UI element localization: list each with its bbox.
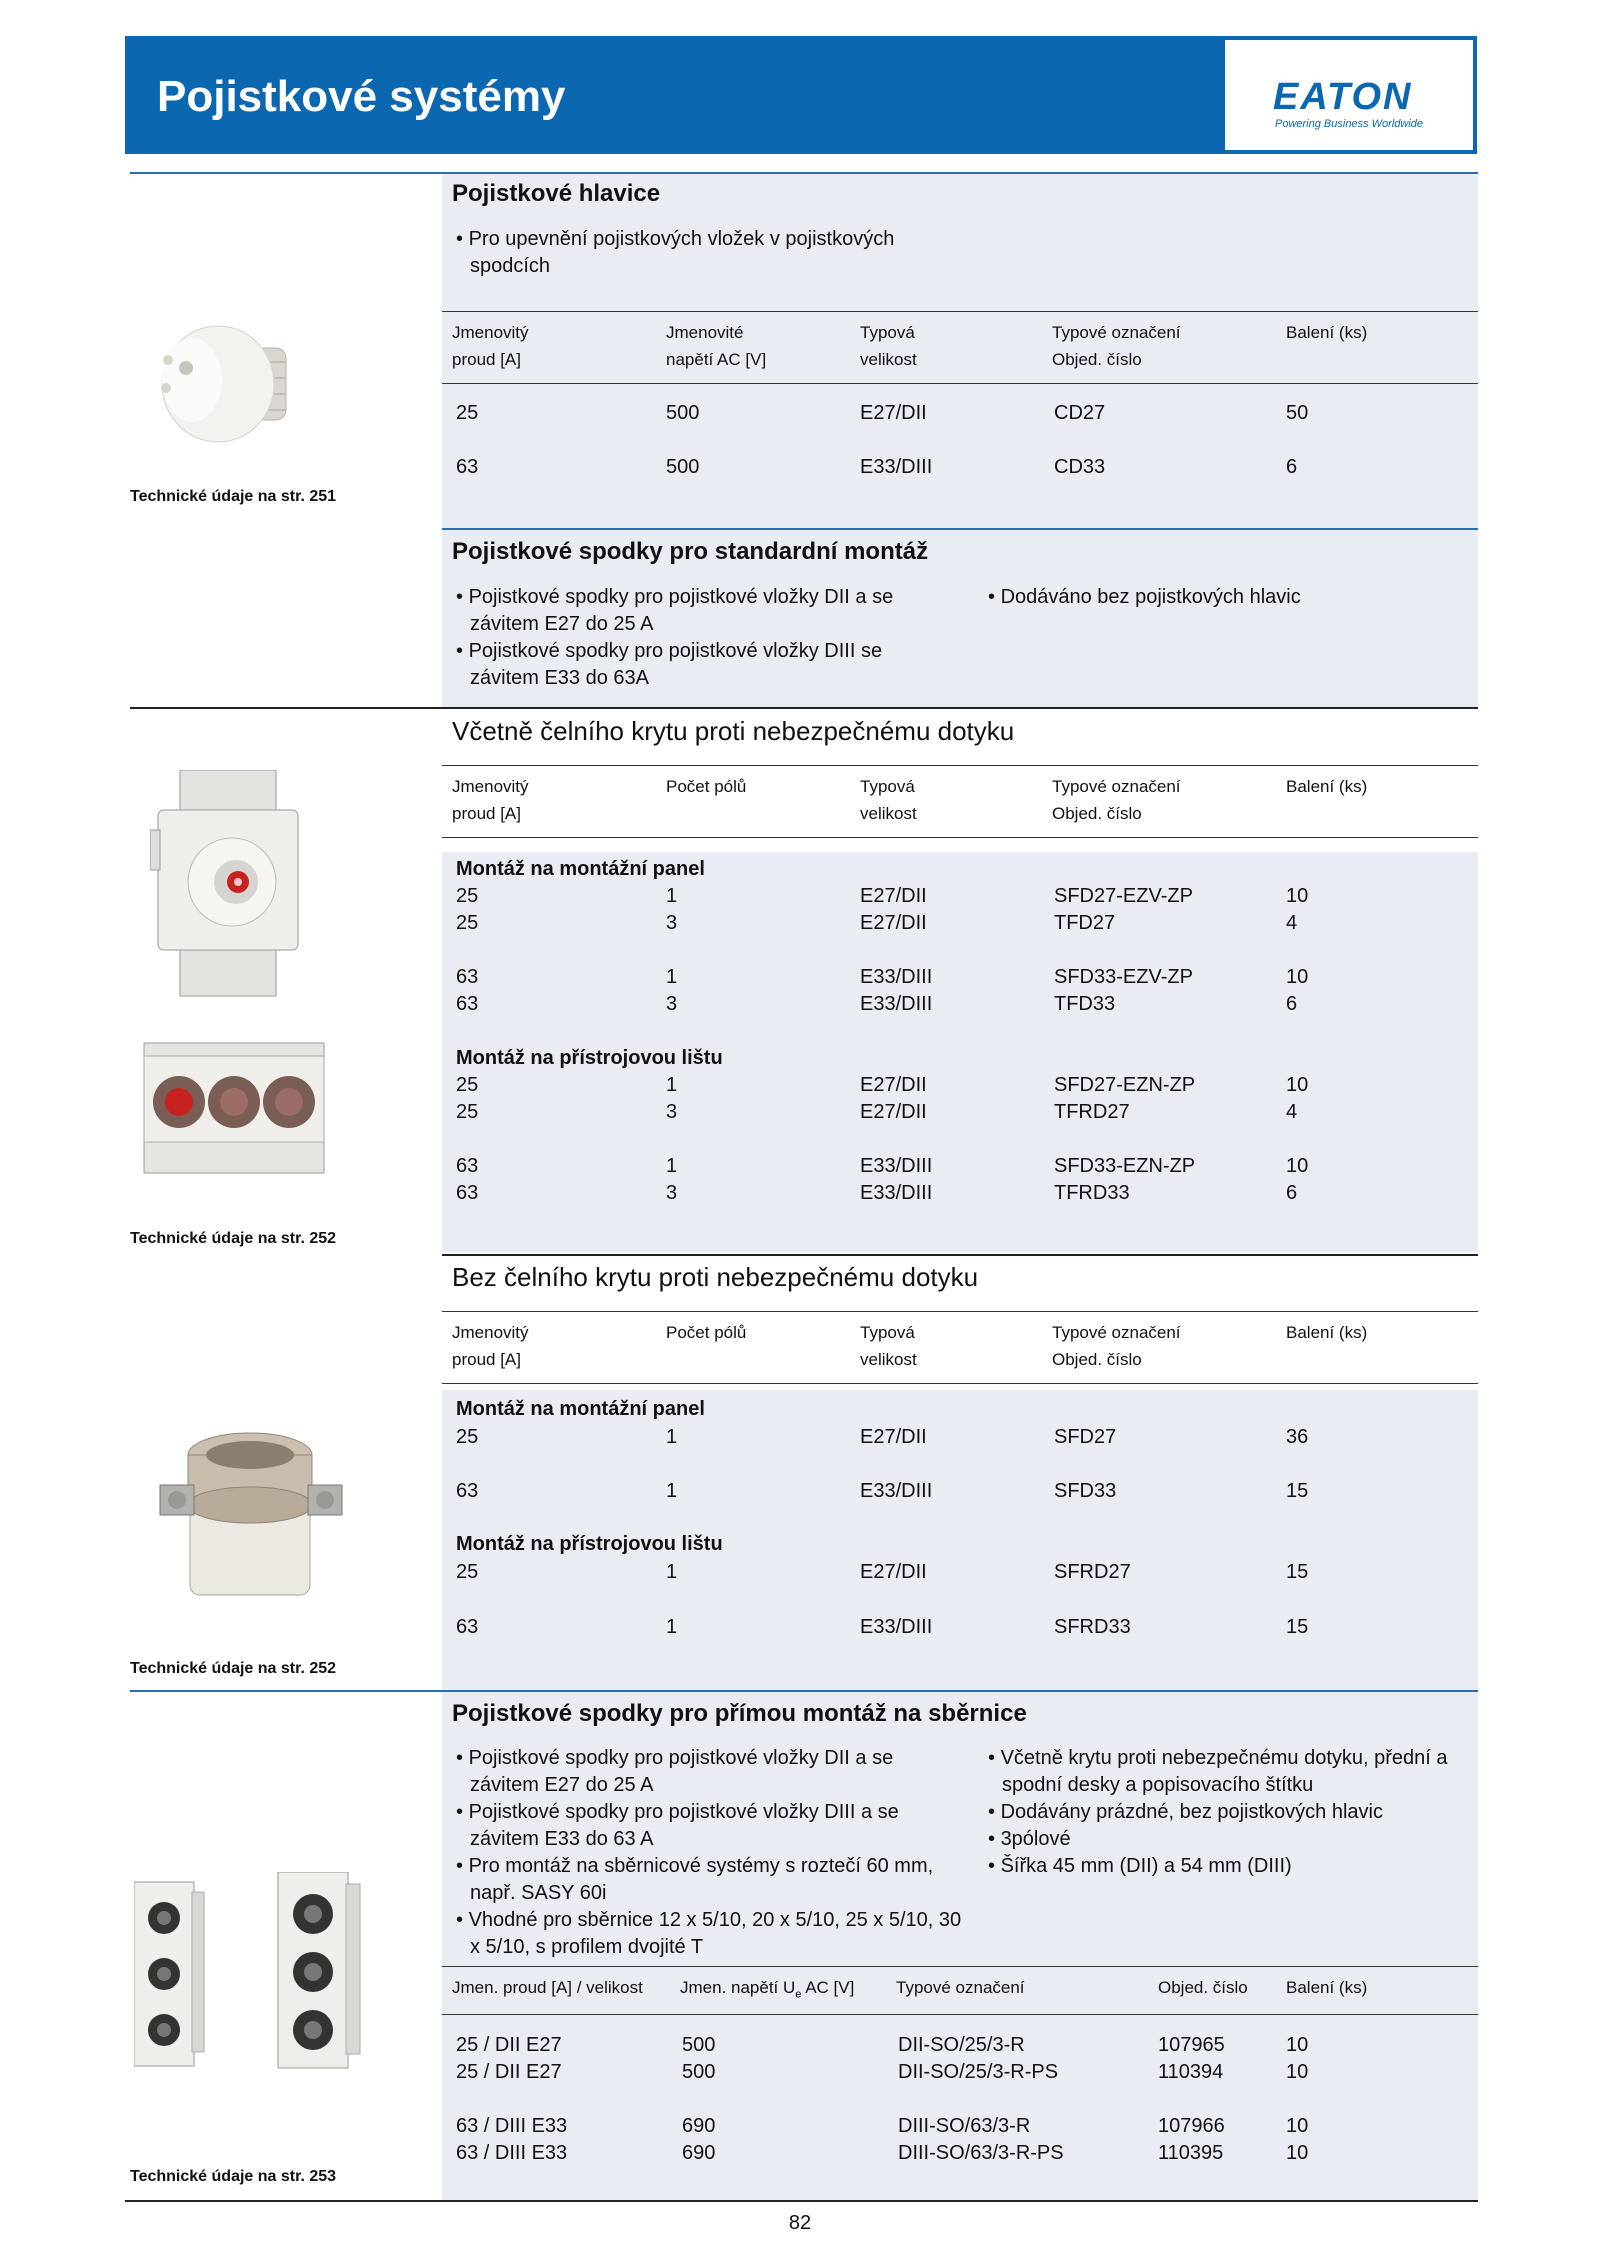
bullet-list (452, 226, 972, 280)
group-label: Montáž na montážní panel (456, 1398, 705, 1420)
logo-wordmark: EATON (1273, 76, 1413, 118)
bullet-item: • Dodávány prázdné, bez pojistkových hlavic (988, 1801, 1383, 1823)
section-divider (130, 707, 1478, 709)
bullet-item: • 3pólové (988, 1828, 1071, 1850)
bullet-item: • Dodáváno bez pojistkových hlavic (988, 586, 1301, 608)
table-top-rule (442, 765, 1478, 766)
bullet-item: • Včetně krytu proti nebezpečnému dotyku, přední a spodní desky a popisovacího štítku (988, 1747, 1448, 1796)
bullet-list-left (452, 1745, 962, 1961)
bullet-list-left (452, 584, 952, 692)
group-label: Montáž na montážní panel (456, 858, 705, 880)
page-title: Pojistkové systémy (157, 72, 566, 121)
fuse-cap-image (140, 318, 310, 458)
bullet-item: • Pojistkové spodky pro pojistkové vložky DII a se závitem E27 do 25 A (456, 1747, 894, 1796)
table-top-rule (442, 311, 1478, 312)
logo-tagline: Powering Business Worldwide (1275, 118, 1423, 130)
bullet-list-right (984, 584, 1464, 611)
bullet-item: • Vhodné pro sběrnice 12 x 5/10, 20 x 5/10, 25 x 5/10, 30 x 5/10, s profilem dvojité T (456, 1909, 962, 1958)
section-divider (442, 1254, 1478, 1256)
busbar-fuse-bases-image (134, 1872, 364, 2072)
fuse-base-three-pole-image (134, 1038, 334, 1178)
group-label: Montáž na přístrojovou lištu (456, 1047, 723, 1069)
bullet-item: • Pojistkové spodky pro pojistkové vložky DIII a se závitem E33 do 63 A (456, 1801, 899, 1850)
footer-rule (125, 2200, 1478, 2202)
technical-data-reference: Technické údaje na str. 252 (130, 1660, 337, 1677)
bullet-item: • Pro upevnění pojistkových vložek v pojistkových spodcích (456, 228, 895, 277)
subsection-title: Bez čelního krytu proti nebezpečnému dotyku (452, 1262, 979, 1292)
page-number: 82 (788, 2212, 812, 2234)
group-label: Montáž na přístrojovou lištu (456, 1533, 723, 1555)
section-divider (130, 172, 1478, 174)
bullet-item: • Pojistkové spodky pro pojistkové vložky DII a se závitem E27 do 25 A (456, 586, 894, 635)
subsection-title: Včetně čelního krytu proti nebezpečnému dotyku (452, 716, 1015, 746)
section-title: Pojistkové hlavice (452, 180, 661, 207)
bullet-item: • Pro montáž na sběrnicové systémy s roztečí 60 mm, např. SASY 60i (456, 1855, 934, 1904)
table-header-rule (442, 1383, 1478, 1384)
page-header (125, 36, 1477, 154)
table-header-rule (442, 2014, 1478, 2015)
table-top-rule (442, 1311, 1478, 1312)
bullet-item: • Šířka 45 mm (DII) a 54 mm (DIII) (988, 1855, 1292, 1877)
bullet-list-right (984, 1745, 1474, 1880)
bullet-item: • Pojistkové spodky pro pojistkové vložky DIII se závitem E33 do 63A (456, 640, 883, 689)
eaton-logo (1225, 40, 1473, 150)
fuse-base-single-pole-image (150, 770, 300, 1000)
section-title: Pojistkové spodky pro přímou montáž na sběrnice (452, 1700, 1027, 1727)
table-header-rule (442, 837, 1478, 838)
section-title: Pojistkové spodky pro standardní montáž (452, 538, 929, 565)
table-top-rule (442, 1966, 1478, 1967)
technical-data-reference: Technické údaje na str. 253 (130, 2168, 337, 2185)
table-header-rule (442, 383, 1478, 384)
technical-data-reference: Technické údaje na str. 252 (130, 1230, 337, 1247)
fuse-base-open-image (150, 1425, 370, 1605)
technical-data-reference: Technické údaje na str. 251 (130, 488, 337, 505)
